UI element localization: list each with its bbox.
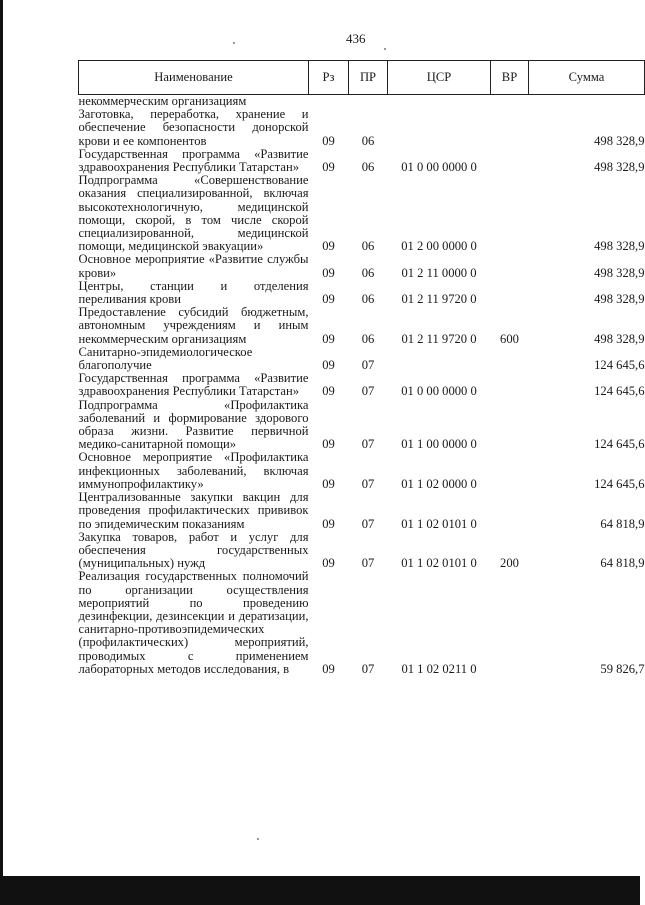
- row-sum: 64 818,9: [600, 556, 645, 571]
- row-csr: 01 1 02 0101 0: [401, 556, 477, 571]
- table-row: [79, 95, 645, 109]
- row-name: Предоставление субсидий бюджетным, автономным учреждениям и иным некоммерческим организациям: [78, 305, 309, 346]
- row-pr: 07: [361, 476, 375, 491]
- table-row: [79, 531, 645, 571]
- table-row: [79, 346, 645, 372]
- row-rz: 09: [322, 331, 335, 346]
- table-row: [79, 280, 645, 306]
- scan-speck: [233, 42, 235, 44]
- row-rz: 09: [322, 476, 335, 491]
- row-rz: 09: [322, 239, 335, 254]
- row-csr: 01 1 02 0000 0: [401, 476, 477, 491]
- row-pr: 06: [361, 133, 375, 148]
- row-name: Основное мероприятие «Профилактика инфекционных заболеваний, включая иммунопрофилактику»: [78, 450, 309, 491]
- row-rz: 09: [322, 516, 335, 531]
- header-name: Наименование: [79, 61, 309, 95]
- header-pr: ПР: [349, 61, 388, 95]
- table-row: [79, 399, 645, 452]
- row-pr: 07: [361, 556, 375, 571]
- row-rz: 09: [322, 556, 335, 571]
- row-sum: 498 328,9: [594, 239, 645, 254]
- row-pr: 07: [361, 437, 375, 452]
- row-vr: [491, 451, 529, 491]
- row-vr: [491, 399, 529, 452]
- header-rz: Рз: [309, 61, 349, 95]
- row-vr: [491, 174, 529, 253]
- scan-edge-bottom: [0, 876, 640, 905]
- row-pr: 06: [361, 265, 375, 280]
- scan-edge-left: [0, 0, 3, 905]
- row-csr: 01 1 02 0101 0: [401, 516, 477, 531]
- row-sum: 64 818,9: [600, 516, 645, 531]
- row-vr: 600: [500, 331, 519, 346]
- table-row: [79, 570, 645, 676]
- row-pr: 07: [361, 661, 375, 676]
- row-pr: 06: [361, 160, 375, 175]
- row-csr: 01 2 11 9720 0: [401, 331, 477, 346]
- table-row: [79, 174, 645, 253]
- row-vr: [491, 95, 529, 109]
- row-sum: 124 645,6: [594, 384, 645, 399]
- row-rz: 09: [322, 133, 335, 148]
- row-name: некоммерческим организациям: [78, 94, 247, 108]
- row-csr: 01 0 00 0000 0: [401, 384, 477, 399]
- row-vr: [491, 148, 529, 174]
- row-sum: 124 645,6: [594, 476, 645, 491]
- row-name: Государственная программа «Развитие здравоохранения Республики Татарстан»: [78, 371, 309, 399]
- budget-table: [78, 60, 645, 676]
- row-sum: 498 328,9: [594, 265, 645, 280]
- row-name: Подпрограмма «Профилактика заболеваний и формирование здорового образа жизни. Развитие первичной медико-санитарной помощи»: [78, 397, 309, 452]
- row-name: Подпрограмма «Совершенствование оказания специализированной, включая высокотехнологичную, медицинской помощи, скорой, в том числе скорой специализированной, медицинской помощи, медицинской эвакуации»: [78, 173, 309, 254]
- page-number: 436: [346, 31, 366, 46]
- row-sum: 498 328,9: [594, 133, 645, 148]
- row-pr: 06: [361, 239, 375, 254]
- header-sum: Сумма: [529, 61, 645, 95]
- row-pr: [349, 95, 388, 109]
- table-row: [79, 148, 645, 174]
- row-name: Санитарно-эпидемиологическое благополучие: [78, 344, 253, 373]
- row-sum: 498 328,9: [594, 331, 645, 346]
- row-csr: [388, 108, 491, 148]
- row-name: Реализация государственных полномочий по организации осуществления мероприятий по проведению дезинфекции, дезинсекции и дератизации, санитарно-противоэпидемических (профилактических) мероприятий, проводимых с применением лабораторных методов исследования, в: [78, 569, 309, 676]
- table-row: [79, 372, 645, 398]
- row-sum: 498 328,9: [594, 292, 645, 307]
- table-row: [79, 108, 645, 148]
- row-csr: [388, 346, 491, 372]
- row-rz: 09: [322, 661, 335, 676]
- row-vr: [491, 372, 529, 398]
- row-pr: 06: [361, 331, 375, 346]
- row-rz: 09: [322, 437, 335, 452]
- row-vr: [491, 108, 529, 148]
- row-sum: [529, 95, 645, 109]
- row-csr: 01 1 02 0211 0: [401, 661, 477, 676]
- header-vr: ВР: [491, 61, 529, 95]
- row-name: Закупка товаров, работ и услуг для обеспечения государственных (муниципальных) нужд: [78, 529, 309, 571]
- row-rz: 09: [322, 292, 335, 307]
- row-csr: [388, 95, 491, 109]
- row-name: Государственная программа «Развитие здравоохранения Республики Татарстан»: [78, 146, 309, 175]
- row-name: Центры, станции и отделения переливания крови: [78, 278, 309, 307]
- row-rz: 09: [322, 160, 335, 175]
- row-sum: 59 826,7: [600, 661, 645, 676]
- table-row: [79, 306, 645, 346]
- row-csr: 01 2 11 0000 0: [401, 265, 477, 280]
- row-vr: 200: [500, 556, 519, 571]
- row-csr: 01 2 11 9720 0: [401, 292, 477, 307]
- row-pr: 07: [361, 384, 375, 399]
- row-csr: 01 2 00 0000 0: [401, 239, 477, 254]
- row-vr: [491, 570, 529, 676]
- row-name: Централизованные закупки вакцин для проведения профилактических прививок по эпидемическим показаниям: [78, 490, 309, 531]
- row-sum: 498 328,9: [594, 160, 645, 175]
- row-rz: 09: [322, 265, 335, 280]
- table-row: [79, 253, 645, 279]
- row-pr: 06: [361, 292, 375, 307]
- row-sum: 124 645,6: [594, 358, 645, 373]
- row-csr: 01 0 00 0000 0: [401, 160, 477, 175]
- table-row: [79, 451, 645, 491]
- row-rz: 09: [322, 384, 335, 399]
- row-vr: [491, 491, 529, 531]
- table-row: [79, 491, 645, 531]
- row-sum: 124 645,6: [594, 437, 645, 452]
- row-rz: [309, 95, 349, 109]
- row-pr: 07: [361, 358, 375, 373]
- row-pr: 07: [361, 516, 375, 531]
- row-csr: 01 1 00 0000 0: [401, 437, 477, 452]
- row-vr: [491, 253, 529, 279]
- row-name: Заготовка, переработка, хранение и обеспечение безопасности донорской крови и ее компонентов: [78, 107, 309, 148]
- row-rz: 09: [322, 358, 335, 373]
- row-vr: [491, 346, 529, 372]
- header-csr: ЦСР: [388, 61, 491, 95]
- scan-speck: [257, 838, 259, 840]
- scan-speck: [384, 48, 386, 50]
- row-name: Основное мероприятие «Развитие службы крови»: [78, 252, 309, 280]
- row-vr: [491, 280, 529, 306]
- table-header-row: [79, 61, 645, 95]
